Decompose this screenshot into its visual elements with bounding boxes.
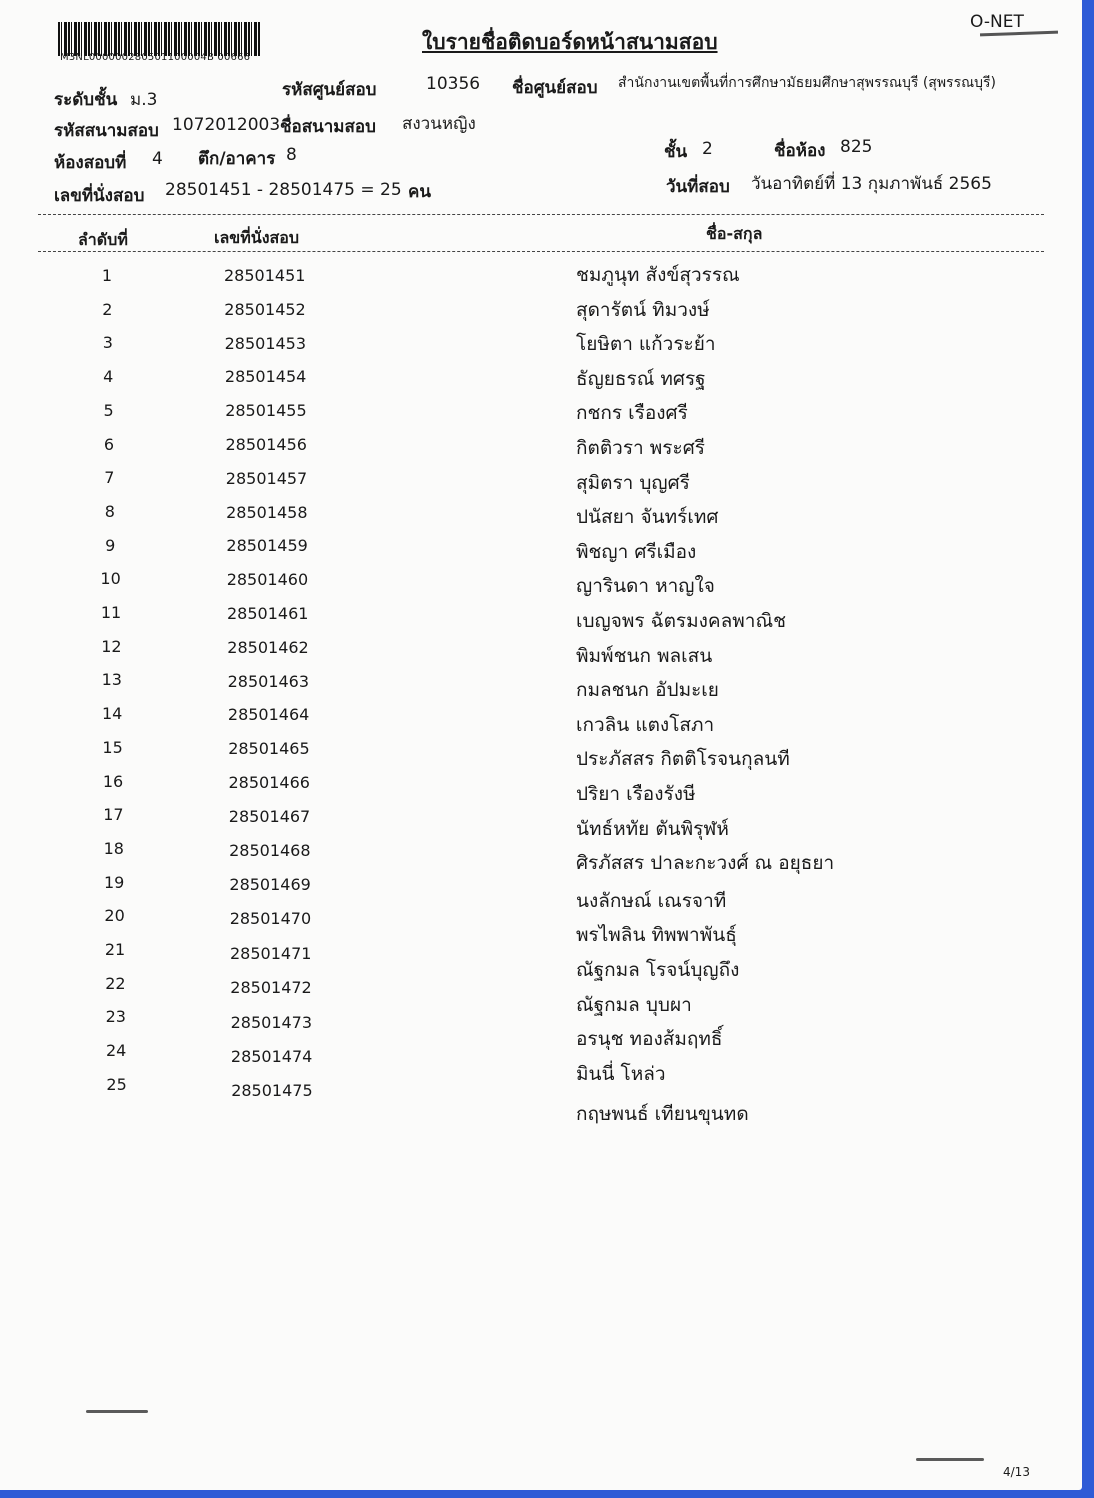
- student-name: กฤษพนธ์ เทียนขุนทด: [576, 1103, 749, 1126]
- student-name: กิตติวรา พระศรี: [576, 437, 705, 459]
- row-number: 21: [104, 940, 126, 959]
- row-number: 20: [104, 906, 125, 926]
- page-number: 4/13: [1003, 1465, 1030, 1479]
- column-header-no: ลำดับที่: [78, 230, 128, 249]
- student-name: พรไพลิน ทิพพาพันธุ์: [576, 924, 737, 947]
- building-value: 8: [286, 145, 297, 165]
- row-number: 2: [102, 299, 113, 319]
- student-name: สุดารัตน์ ทิมวงษ์: [576, 298, 710, 321]
- student-name: พิชญา ศรีเมือง: [576, 540, 697, 563]
- row-number: 15: [102, 737, 123, 757]
- seat-number: 28501472: [230, 978, 312, 998]
- student-name: ณัฐกมล บุบผา: [576, 993, 692, 1016]
- seat-number: 28501461: [227, 604, 309, 623]
- site-name-label: ชื่อสนามสอบ: [280, 117, 376, 137]
- exam-date-value: วันอาทิตย์ที่ 13 กุมภาพันธ์ 2565: [751, 174, 992, 194]
- seat-number: 28501458: [226, 502, 308, 522]
- row-number: 6: [103, 434, 115, 454]
- student-name: ธัญยธรณ์ ทศรฐ: [576, 367, 706, 390]
- row-number: 5: [103, 400, 114, 420]
- row-number: 1: [101, 266, 113, 285]
- floor-value: 2: [702, 139, 713, 159]
- level-value: ม.3: [130, 90, 158, 110]
- row-number: 13: [101, 670, 122, 690]
- staple-mark: [916, 1458, 984, 1461]
- student-name: ปริยา เรืองรังษี: [576, 783, 696, 805]
- exam-name: O-NET: [970, 12, 1024, 32]
- student-name: เบญจพร ฉัตรมงคลพาณิช: [576, 610, 787, 632]
- row-number: 24: [106, 1041, 127, 1061]
- student-name: ศิรภัสสร ปาละกะวงศ์ ณ อยุธยา: [576, 852, 835, 875]
- column-header-name: ชื่อ-สกุล: [706, 224, 763, 243]
- row-number: 11: [100, 603, 122, 622]
- staple-mark: [86, 1410, 148, 1413]
- seat-number: 28501470: [229, 909, 312, 929]
- building-label: ตึก/อาคาร: [198, 149, 276, 169]
- seat-number: 28501454: [224, 367, 307, 387]
- site-code-value: 1072012003: [172, 115, 281, 135]
- student-name: ปนัสยา จันทร์เทศ: [576, 506, 719, 529]
- row-number: 19: [104, 872, 125, 892]
- divider: [38, 251, 1044, 252]
- seat-number: 28501467: [228, 806, 311, 826]
- seat-number: 28501473: [230, 1012, 313, 1032]
- seat-number: 28501451: [224, 266, 306, 285]
- seat-number: 28501460: [226, 570, 309, 590]
- seat-range-label: เลขที่นั่งสอบ: [54, 186, 145, 206]
- seat-number: 28501464: [227, 705, 310, 725]
- student-name: กชกร เรืองศรี: [576, 402, 688, 425]
- document-title: ใบรายชื่อติดบอร์ดหน้าสนามสอบ: [422, 30, 718, 54]
- seat-number: 28501453: [224, 333, 307, 353]
- site-code-label: รหัสสนามสอบ: [54, 121, 159, 141]
- row-number: 14: [102, 704, 123, 724]
- student-name: อรนุช ทองส้มฤทธิ์: [576, 1028, 723, 1051]
- row-number: 12: [101, 636, 122, 656]
- row-number: 4: [103, 367, 114, 387]
- seat-number: 28501469: [229, 875, 311, 894]
- exam-date-label: วันที่สอบ: [666, 177, 730, 197]
- seat-number: 28501452: [224, 299, 306, 319]
- student-name: สุมิตรา บุญศรี: [576, 471, 690, 494]
- seat-number: 28501474: [230, 1047, 313, 1066]
- row-number: 25: [106, 1074, 127, 1094]
- seat-number: 28501462: [227, 637, 309, 657]
- seat-number: 28501457: [225, 468, 308, 488]
- student-name: มินนี่ โหล่ว: [576, 1062, 666, 1085]
- seat-number: 28501463: [227, 671, 310, 691]
- seat-number: 28501475: [231, 1081, 313, 1101]
- student-name: ญารินดา หาญใจ: [576, 575, 715, 598]
- row-number: 9: [105, 535, 116, 555]
- divider: [38, 214, 1044, 215]
- student-name: นงลักษณ์ เณรจาที: [576, 889, 727, 912]
- seat-range-value: 28501451 - 28501475 = 25: [165, 180, 402, 200]
- row-number: 16: [102, 771, 124, 791]
- center-code-label: รหัสศูนย์สอบ: [282, 80, 377, 100]
- seat-number: 28501456: [225, 435, 307, 454]
- student-name: นัทธ์หทัย ตันพิรุฬห์: [576, 817, 729, 840]
- center-code-value: 10356: [426, 74, 481, 94]
- row-number: 22: [105, 973, 126, 993]
- row-number: 18: [103, 838, 124, 858]
- student-name: โยษิตา แก้วระย้า: [576, 333, 716, 356]
- row-number: 23: [105, 1007, 126, 1027]
- seat-number: 28501471: [230, 943, 312, 963]
- row-number: 10: [100, 569, 121, 589]
- row-number: 17: [103, 805, 124, 825]
- site-name-value: สงวนหญิง: [402, 114, 476, 134]
- row-number: 7: [104, 468, 115, 488]
- row-number: 8: [104, 501, 115, 521]
- room-value: 4: [152, 149, 163, 169]
- student-name: พิมพ์ชนก พลเสน: [576, 644, 713, 667]
- seat-number: 28501459: [226, 536, 308, 556]
- barcode-text: M3NL000000280501100004B 00666: [60, 52, 251, 63]
- center-name-label: ชื่อศูนย์สอบ: [512, 78, 598, 98]
- level-label: ระดับชั้น: [54, 90, 118, 110]
- center-name-value: สำนักงานเขตพื้นที่การศึกษามัธยมศึกษาสุพรรณบุรี (สุพรรณบุรี): [618, 75, 996, 91]
- student-name: ชมภูนุท สังข์สุวรรณ: [576, 264, 740, 286]
- room-label: ห้องสอบที่: [54, 153, 127, 173]
- seat-number: 28501465: [228, 739, 310, 759]
- student-name: ณัฐกมล โรจน์บุญถึง: [576, 959, 740, 981]
- student-name: เกวลิน แตงโสภา: [576, 713, 715, 736]
- student-name: กมลชนก อัปมะเย: [576, 679, 719, 702]
- floor-label: ชั้น: [664, 142, 688, 162]
- seat-range-unit: คน: [408, 182, 431, 202]
- room-name-label: ชื่อห้อง: [774, 141, 826, 161]
- student-name: ประภัสสร กิตติโรจนกุลนที: [576, 748, 790, 771]
- seat-number: 28501466: [228, 773, 310, 792]
- room-name-value: 825: [840, 137, 873, 157]
- seat-number: 28501468: [229, 840, 311, 860]
- seat-number: 28501455: [225, 401, 307, 421]
- column-header-seat: เลขที่นั่งสอบ: [214, 228, 300, 247]
- row-number: 3: [102, 333, 113, 353]
